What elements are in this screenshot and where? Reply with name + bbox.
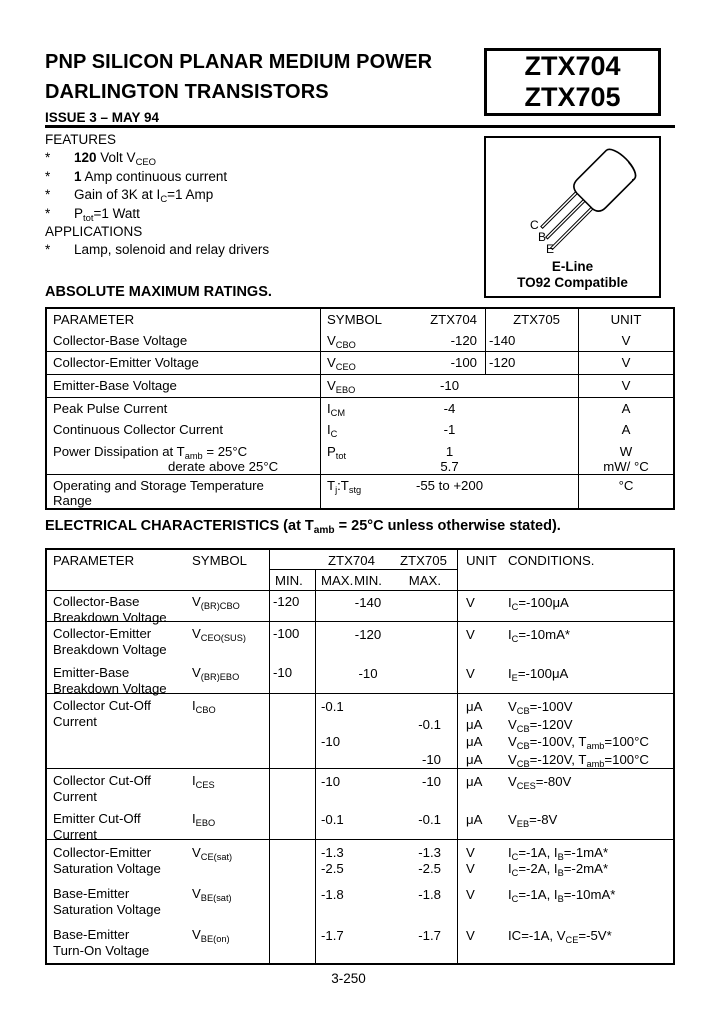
amr-row-unit: W mW/ °C xyxy=(578,441,673,474)
ec-row-unit-cond: μA $V_{EB}=-8V$ xyxy=(457,804,673,839)
amr-row-param: Emitter-Base Voltage xyxy=(47,374,320,397)
ec-row-min704 xyxy=(269,839,315,880)
ec-col-unit-conditions: UNIT CONDITIONS. xyxy=(457,550,673,590)
bullet-asterisk: * xyxy=(45,150,51,166)
ec-row-min704 xyxy=(269,768,315,804)
ec-row-param: Base-Emitter Saturation Voltage $V_{BE(sat)}$ xyxy=(53,886,232,917)
amr-heading: ABSOLUTE MAXIMUM RATINGS. xyxy=(45,284,272,300)
amr-row-value: $I_C$ -1 xyxy=(320,419,578,441)
ec-table xyxy=(45,548,675,965)
amr-row-unit: °C xyxy=(578,474,673,508)
ec-row-unit-cond: V $I_C=-1A$, $I_B=-1mA*$ V $I_C=-2A$, $I_B=-2mA*$ xyxy=(457,839,673,880)
ec-row-values: -0.1 -0.1 xyxy=(315,804,457,839)
pin-label-c: C xyxy=(530,218,539,232)
ec-row-unit-cond: V $I_C=-10mA*$ xyxy=(457,621,673,657)
to92-body xyxy=(570,145,640,215)
amr-row-unit: V xyxy=(578,351,673,374)
ec-row-min704 xyxy=(269,880,315,919)
amr-row-value: $P_{tot}$ 1 5.7 xyxy=(320,441,578,474)
bullet-asterisk: * xyxy=(45,205,51,221)
amr-row-value: $T_j:T_{stg}$ -55 to +200 xyxy=(320,474,578,508)
ec-row-param: Emitter Cut-Off Current $I_{EBO}$ xyxy=(53,811,216,842)
transistor-package-drawing xyxy=(486,138,663,258)
pin-label-e: E xyxy=(546,242,555,256)
ec-row-values: -120 xyxy=(315,621,457,657)
ec-row-values: -1.8 -1.8 xyxy=(315,880,457,919)
amr-col-705: ZTX705 xyxy=(485,309,578,330)
amr-table xyxy=(45,307,675,510)
ec-row-min704: -100 xyxy=(269,621,315,657)
ec-row-min704: -120 xyxy=(269,590,315,621)
amr-row-param: Power Dissipation at $T_{amb} = 25^\circ C$ derate above 25°C xyxy=(53,444,279,474)
bullet-asterisk: * xyxy=(45,242,51,258)
title-line-1: PNP SILICON PLANAR MEDIUM POWER xyxy=(45,51,433,73)
ec-row-unit-cond: μA $V_{CB}=-100V$ μA $V_{CB}=-120V$ μA $V_{CB}=-100V$, $T_{amb}=100^\circ C$ μA $V_{CB}=-120V$, $T_{amb}=100^\circ C$ xyxy=(457,693,673,768)
feature-item xyxy=(45,168,475,186)
feature-text: Gain of 3K at $I_C=1$ Amp xyxy=(74,187,214,206)
bullet-asterisk: * xyxy=(45,168,51,184)
amr-row-param: Peak Pulse Current xyxy=(47,397,320,419)
package-name: E-Line xyxy=(551,259,594,274)
ec-row-param: Base-Emitter Turn-On Voltage $V_{BE(on)}$ xyxy=(53,927,230,958)
ec-row-values: -10 -10 xyxy=(315,768,457,804)
amr-row-value: $V_{EBO}$ -10 xyxy=(320,374,578,397)
ec-row-min704 xyxy=(269,919,315,963)
issue-date: ISSUE 3 – MAY 94 xyxy=(45,110,160,125)
amr-row-param: Collector-Emitter Voltage xyxy=(47,351,320,374)
title-line-2: DARLINGTON TRANSISTORS xyxy=(45,81,329,103)
ec-row-unit-cond: V $I_E=-100\mu A$ xyxy=(457,657,673,693)
applications-heading: APPLICATIONS xyxy=(45,224,143,240)
ec-col-maxminmax: MAX. MIN. MAX. xyxy=(315,569,457,590)
amr-row-unit: A xyxy=(578,397,673,419)
ec-row-min704: -10 xyxy=(269,657,315,693)
amr-row-unit: V xyxy=(578,374,673,397)
page-number: 3-250 xyxy=(331,971,366,986)
features-section xyxy=(45,131,475,260)
ec-row-unit-cond: V IC=-1A, $V_{CE}=-5V*$ xyxy=(457,919,673,963)
pin-label-b: B xyxy=(538,230,547,244)
amr-row-param: Collector-Base Voltage xyxy=(53,333,188,348)
ec-col-parameter-symbol: PARAMETER SYMBOL xyxy=(53,553,247,568)
ec-heading: ELECTRICAL CHARACTERISTICS (at $T_{amb} = 25^\circ C$ unless otherwise stated). xyxy=(45,518,561,537)
ec-row-param: Collector-Emitter Breakdown Voltage $V_{CEO(SUS)}$ xyxy=(47,621,269,657)
amr-row-705: -120 xyxy=(485,351,578,374)
ec-row-unit-cond: V $I_C=-100\mu A$ xyxy=(457,590,673,621)
feature-item xyxy=(45,149,475,167)
part-number-box xyxy=(484,48,661,116)
ec-row-values: -140 xyxy=(315,590,457,621)
amr-col-unit: UNIT xyxy=(578,309,673,330)
header-divider xyxy=(45,125,675,128)
feature-item xyxy=(45,186,475,204)
ec-row-param: Emitter-Base Breakdown Voltage $V_{(BR)EBO}$ xyxy=(53,665,240,696)
ec-row-min704 xyxy=(269,804,315,839)
ec-row-min704 xyxy=(269,693,315,768)
ec-col-parts: ZTX704 ZTX705 xyxy=(269,550,457,569)
package-compatibility: TO92 Compatible xyxy=(517,275,628,290)
amr-row-705: -140 xyxy=(485,330,578,351)
ec-row-values: -0.1 -0.1 -10 -10 xyxy=(315,693,457,768)
amr-col-symbol-704: SYMBOL ZTX704 xyxy=(320,309,485,330)
ec-row-values: -1.3 -1.3 -2.5 -2.5 xyxy=(315,839,457,880)
amr-row-symbol-704: $V_{CBO}$ -120 xyxy=(320,330,485,351)
feature-item xyxy=(45,205,475,223)
part-number-2: ZTX705 xyxy=(524,82,621,112)
ec-row-values: -10 xyxy=(315,657,457,693)
amr-row-param: Continuous Collector Current xyxy=(53,422,224,437)
amr-row-unit: A xyxy=(578,419,673,441)
part-number-1: ZTX704 xyxy=(524,51,621,81)
ec-row-param: Collector Cut-Off Current $I_{CBO}$ xyxy=(47,693,269,768)
application-text: Lamp, solenoid and relay drivers xyxy=(74,242,270,258)
ec-row-values: -1.7 -1.7 xyxy=(315,919,457,963)
ec-row-param: Collector Cut-Off Current $I_{CES}$ xyxy=(47,768,269,804)
ec-row-unit-cond: V $I_C=-1A$, $I_B=-10mA*$ xyxy=(457,880,673,919)
ec-row-param: Collector-Emitter Saturation Voltage $V_{CE(sat)}$ xyxy=(47,839,269,880)
ec-col-min704: MIN. xyxy=(269,569,315,590)
bullet-asterisk: * xyxy=(45,187,51,203)
amr-row-value: $I_{CM}$ -4 xyxy=(320,397,578,419)
feature-text: 120 Volt $V_{CEO}$ xyxy=(74,150,157,169)
application-item xyxy=(45,241,475,259)
package-box xyxy=(484,136,661,298)
amr-row-symbol-704: $V_{CEO}$ -100 xyxy=(320,351,485,374)
ec-row-unit-cond: μA $V_{CES}=-80V$ xyxy=(457,768,673,804)
feature-text: $P_{tot}=1$ Watt xyxy=(74,205,140,224)
amr-row-param: Operating and Storage Temperature Range xyxy=(47,474,320,508)
amr-col-parameter: PARAMETER xyxy=(53,312,135,327)
amr-row-unit: V xyxy=(578,330,673,351)
page-title xyxy=(45,47,505,107)
feature-text: 1 Amp continuous current xyxy=(74,168,228,184)
ec-row-param: Collector-Base Breakdown Voltage $V_{(BR)CBO}$ xyxy=(47,590,269,621)
features-heading: FEATURES xyxy=(45,132,117,147)
